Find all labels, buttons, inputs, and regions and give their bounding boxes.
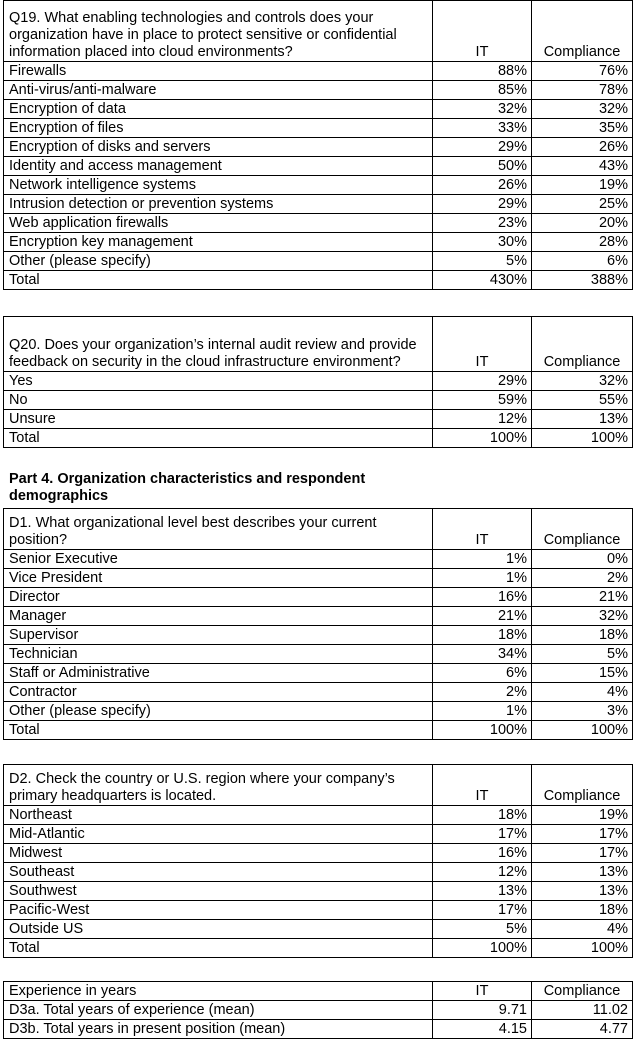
row-label: Technician: [4, 645, 433, 664]
table-row: [4, 569, 633, 588]
it-value: 59%: [433, 391, 532, 410]
row-label: Unsure: [4, 410, 433, 429]
table-row: [4, 1001, 633, 1020]
it-column-header: IT: [433, 509, 532, 550]
table-row: [4, 252, 633, 271]
compliance-value: 15%: [532, 664, 633, 683]
compliance-value: 13%: [532, 863, 633, 882]
table-row: [4, 645, 633, 664]
compliance-value: 32%: [532, 100, 633, 119]
row-label: Encryption of disks and servers: [4, 138, 433, 157]
compliance-value: 2%: [532, 569, 633, 588]
it-value: 430%: [433, 271, 532, 290]
table-row: [4, 100, 633, 119]
d2-question: D2. Check the country or U.S. region where your company’s primary headquarters is located.: [4, 765, 433, 806]
it-column-header: IT: [433, 1, 532, 62]
row-label: Vice President: [4, 569, 433, 588]
table-row: [4, 825, 633, 844]
row-label: Outside US: [4, 920, 433, 939]
compliance-value: 100%: [532, 721, 633, 740]
table-header-row: [4, 509, 633, 550]
it-value: 5%: [433, 920, 532, 939]
compliance-value: 35%: [532, 119, 633, 138]
compliance-value: 55%: [532, 391, 633, 410]
table-row: [4, 410, 633, 429]
row-label: Intrusion detection or prevention systems: [4, 195, 433, 214]
table-row: [4, 626, 633, 645]
table-row: [4, 683, 633, 702]
compliance-value: 26%: [532, 138, 633, 157]
table-row: [4, 233, 633, 252]
row-label: Identity and access management: [4, 157, 433, 176]
table-row: [4, 901, 633, 920]
it-value: 17%: [433, 825, 532, 844]
it-value: 29%: [433, 195, 532, 214]
it-value: 18%: [433, 806, 532, 825]
compliance-column-header: Compliance: [532, 509, 633, 550]
d1-table-body: [4, 509, 633, 740]
compliance-value: 43%: [532, 157, 633, 176]
row-label: Southwest: [4, 882, 433, 901]
row-label: Other (please specify): [4, 252, 433, 271]
table-row: [4, 176, 633, 195]
it-column-header: IT: [433, 982, 532, 1001]
experience-table: [3, 981, 633, 1039]
it-value: 85%: [433, 81, 532, 100]
it-value: 1%: [433, 550, 532, 569]
compliance-value: 13%: [532, 410, 633, 429]
compliance-value: 17%: [532, 825, 633, 844]
it-value: 50%: [433, 157, 532, 176]
table-header-row: [4, 982, 633, 1001]
compliance-value: 21%: [532, 588, 633, 607]
it-value: 100%: [433, 721, 532, 740]
row-label: Web application firewalls: [4, 214, 433, 233]
compliance-value: 6%: [532, 252, 633, 271]
total-row: [4, 271, 633, 290]
q20-table: [3, 316, 633, 448]
compliance-value: 20%: [532, 214, 633, 233]
part4-section-title: Part 4. Organization characteristics and respondent demographics: [9, 471, 366, 504]
row-label: Staff or Administrative: [4, 664, 433, 683]
row-label: Pacific-West: [4, 901, 433, 920]
compliance-value: 4%: [532, 683, 633, 702]
table-header-row: [4, 1, 633, 62]
compliance-value: 100%: [532, 939, 633, 958]
it-value: 32%: [433, 100, 532, 119]
it-value: 29%: [433, 372, 532, 391]
compliance-value: 18%: [532, 901, 633, 920]
table-row: [4, 806, 633, 825]
compliance-column-header: Compliance: [532, 765, 633, 806]
it-value: 16%: [433, 844, 532, 863]
row-label: D3a. Total years of experience (mean): [4, 1001, 433, 1020]
row-label: Yes: [4, 372, 433, 391]
it-value: 13%: [433, 882, 532, 901]
compliance-value: 17%: [532, 844, 633, 863]
compliance-value: 32%: [532, 372, 633, 391]
d2-table-body: [4, 765, 633, 958]
it-value: 18%: [433, 626, 532, 645]
table-row: [4, 588, 633, 607]
table-row: [4, 920, 633, 939]
d1-table: [3, 508, 633, 740]
it-value: 26%: [433, 176, 532, 195]
it-column-header: IT: [433, 317, 532, 372]
it-column-header: IT: [433, 765, 532, 806]
total-row: [4, 721, 633, 740]
row-label: Total: [4, 271, 433, 290]
d2-table: [3, 764, 633, 958]
row-label: Total: [4, 721, 433, 740]
q20-table-body: [4, 317, 633, 448]
compliance-column-header: Compliance: [532, 317, 633, 372]
q20-question: Q20. Does your organization’s internal audit review and provide feedback on security in the cloud infrastructure environment?: [4, 317, 433, 372]
compliance-value: 28%: [532, 233, 633, 252]
compliance-value: 76%: [532, 62, 633, 81]
table-row: [4, 391, 633, 410]
row-label: Senior Executive: [4, 550, 433, 569]
table-header-row: [4, 765, 633, 806]
compliance-column-header: Compliance: [532, 1, 633, 62]
row-label: Total: [4, 429, 433, 448]
table-row: [4, 1020, 633, 1039]
compliance-value: 5%: [532, 645, 633, 664]
it-value: 21%: [433, 607, 532, 626]
table-row: [4, 844, 633, 863]
row-label: Southeast: [4, 863, 433, 882]
table-row: [4, 702, 633, 721]
table-row: [4, 62, 633, 81]
d1-question: D1. What organizational level best describes your current position?: [4, 509, 433, 550]
row-label: D3b. Total years in present position (mean): [4, 1020, 433, 1039]
row-label: Firewalls: [4, 62, 433, 81]
row-label: Encryption of data: [4, 100, 433, 119]
it-value: 100%: [433, 429, 532, 448]
table-row: [4, 119, 633, 138]
row-label: Total: [4, 939, 433, 958]
row-label: Supervisor: [4, 626, 433, 645]
it-value: 5%: [433, 252, 532, 271]
q19-question: Q19. What enabling technologies and controls does your organization have in place to protect sensitive or confidential information placed into cloud environments?: [4, 1, 433, 62]
table-row: [4, 550, 633, 569]
experience-header: Experience in years: [4, 982, 433, 1001]
row-label: Mid-Atlantic: [4, 825, 433, 844]
compliance-value: 100%: [532, 429, 633, 448]
it-value: 30%: [433, 233, 532, 252]
row-label: Encryption key management: [4, 233, 433, 252]
compliance-value: 388%: [532, 271, 633, 290]
table-row: [4, 195, 633, 214]
table-header-row: [4, 317, 633, 372]
table-row: [4, 664, 633, 683]
total-row: [4, 939, 633, 958]
compliance-column-header: Compliance: [532, 982, 633, 1001]
row-label: Northeast: [4, 806, 433, 825]
it-value: 33%: [433, 119, 532, 138]
it-value: 6%: [433, 664, 532, 683]
it-value: 1%: [433, 569, 532, 588]
it-value: 88%: [433, 62, 532, 81]
compliance-value: 4.77: [532, 1020, 633, 1039]
compliance-value: 19%: [532, 806, 633, 825]
table-row: [4, 882, 633, 901]
it-value: 12%: [433, 863, 532, 882]
it-value: 1%: [433, 702, 532, 721]
it-value: 4.15: [433, 1020, 532, 1039]
it-value: 16%: [433, 588, 532, 607]
compliance-value: 78%: [532, 81, 633, 100]
q19-table-body: [4, 1, 633, 290]
compliance-value: 18%: [532, 626, 633, 645]
row-label: Anti-virus/anti-malware: [4, 81, 433, 100]
it-value: 23%: [433, 214, 532, 233]
table-row: [4, 81, 633, 100]
compliance-value: 13%: [532, 882, 633, 901]
row-label: Encryption of files: [4, 119, 433, 138]
compliance-value: 0%: [532, 550, 633, 569]
table-row: [4, 138, 633, 157]
compliance-value: 3%: [532, 702, 633, 721]
experience-table-body: [4, 982, 633, 1039]
compliance-value: 19%: [532, 176, 633, 195]
row-label: Midwest: [4, 844, 433, 863]
total-row: [4, 429, 633, 448]
table-row: [4, 372, 633, 391]
it-value: 9.71: [433, 1001, 532, 1020]
it-value: 29%: [433, 138, 532, 157]
it-value: 12%: [433, 410, 532, 429]
table-row: [4, 607, 633, 626]
compliance-value: 4%: [532, 920, 633, 939]
table-row: [4, 157, 633, 176]
it-value: 17%: [433, 901, 532, 920]
row-label: Other (please specify): [4, 702, 433, 721]
row-label: Manager: [4, 607, 433, 626]
table-row: [4, 214, 633, 233]
row-label: Director: [4, 588, 433, 607]
table-row: [4, 863, 633, 882]
compliance-value: 11.02: [532, 1001, 633, 1020]
row-label: Network intelligence systems: [4, 176, 433, 195]
it-value: 2%: [433, 683, 532, 702]
compliance-value: 32%: [532, 607, 633, 626]
row-label: Contractor: [4, 683, 433, 702]
it-value: 34%: [433, 645, 532, 664]
compliance-value: 25%: [532, 195, 633, 214]
it-value: 100%: [433, 939, 532, 958]
row-label: No: [4, 391, 433, 410]
q19-table: [3, 0, 633, 290]
